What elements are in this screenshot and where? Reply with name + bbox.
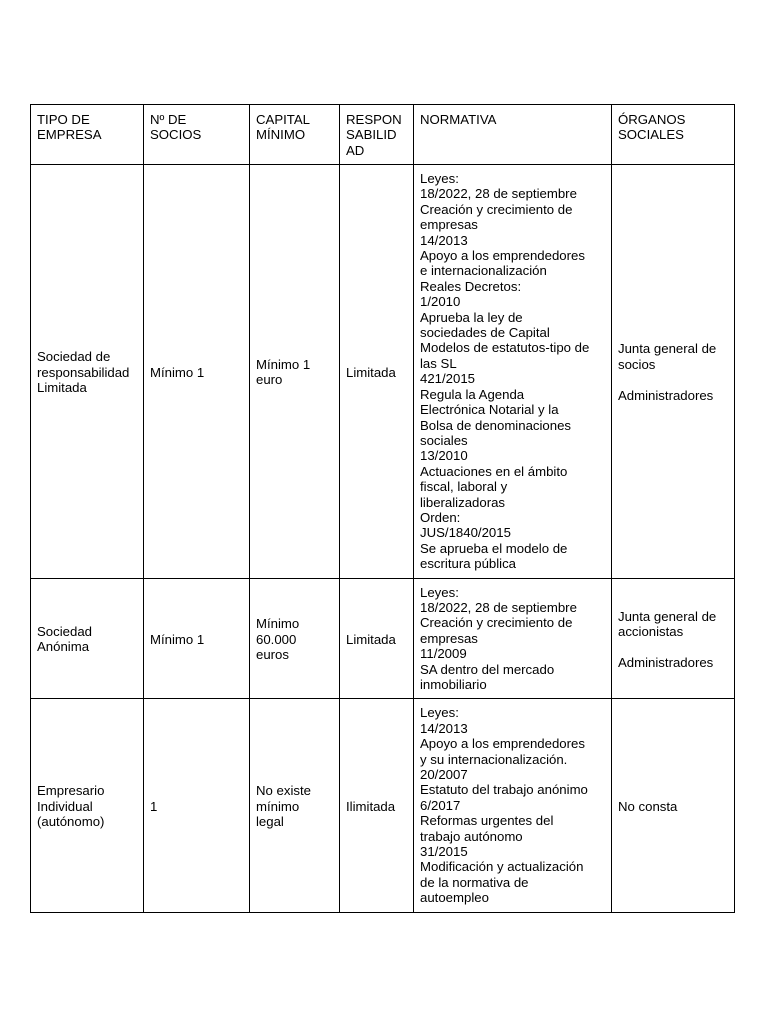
cell-responsabilidad <box>340 699 414 912</box>
cell-line: Administradores <box>618 654 714 670</box>
cell-line: 18/2022, 28 de septiembre <box>420 599 577 615</box>
header-tipo-empresa <box>31 105 144 165</box>
cell-line: 31/2015 <box>420 844 468 860</box>
cell-line: empresas <box>420 217 478 233</box>
cell-responsabilidad <box>340 578 414 699</box>
cell-line: legal <box>256 814 284 830</box>
cell-line: No consta <box>618 798 678 814</box>
cell-line: No existe <box>256 783 311 799</box>
cell-line: Modelos de estatutos-tipo de <box>420 340 590 356</box>
cell-line: empresas <box>420 630 478 646</box>
header-line: TIPO DE <box>37 112 90 127</box>
cell-line: euro <box>256 372 283 388</box>
cell-line: escritura pública <box>420 556 517 572</box>
cell-organos-sociales <box>612 165 735 579</box>
cell-line: Se aprueba el modelo de <box>420 540 568 556</box>
cell-line: 1 <box>150 798 158 814</box>
cell-line: (autónomo) <box>37 814 105 830</box>
header-line: AD <box>346 142 365 158</box>
cell-capital-minimo <box>250 165 340 579</box>
cell-line: Mínimo 1 <box>256 356 311 372</box>
header-line: NORMATIVA <box>420 112 497 127</box>
cell-normativa <box>414 578 612 699</box>
cell-line: Estatuto del trabajo anónimo <box>420 782 588 798</box>
cell-normativa <box>414 165 612 579</box>
cell-line: Limitada <box>37 379 87 395</box>
cell-line: euros <box>256 647 289 663</box>
cell-line: Actuaciones en el ámbito <box>420 463 568 479</box>
cell-line: Junta general de <box>618 608 717 624</box>
cell-tipo-empresa <box>31 699 144 912</box>
header-responsabilidad <box>340 105 414 165</box>
cell-line: socios <box>618 356 656 372</box>
header-line: SABILID <box>346 127 397 143</box>
cell-line: 18/2022, 28 de septiembre <box>420 186 577 202</box>
header-line: ÓRGANOS <box>618 112 686 127</box>
cell-line: liberalizadoras <box>420 494 506 510</box>
cell-line: 14/2013 <box>420 232 468 248</box>
cell-line: 13/2010 <box>420 448 468 464</box>
header-line: SOCIALES <box>618 127 684 143</box>
cell-line: inmobiliario <box>420 677 487 692</box>
cell-num-socios <box>144 578 250 699</box>
header-capital-minimo <box>250 105 340 165</box>
cell-line: Limitada <box>346 364 396 380</box>
table-row <box>31 578 735 699</box>
cell-organos-sociales <box>612 578 735 699</box>
cell-line: Mínimo <box>256 616 300 632</box>
blank-line <box>618 639 728 654</box>
cell-line: 6/2017 <box>420 797 461 813</box>
cell-line: Electrónica Notarial y la <box>420 402 559 418</box>
cell-num-socios <box>144 165 250 579</box>
header-line: EMPRESA <box>37 127 102 143</box>
cell-line: Reales Decretos: <box>420 278 522 294</box>
cell-line: 14/2013 <box>420 720 468 736</box>
cell-line: Creación y crecimiento de <box>420 615 573 631</box>
header-line: Nº DE <box>150 112 187 127</box>
cell-line: e internacionalización <box>420 263 547 279</box>
table-body <box>31 165 735 913</box>
cell-line: Sociedad <box>37 624 92 640</box>
cell-line: Orden: <box>420 509 461 525</box>
cell-line: 421/2015 <box>420 371 476 387</box>
cell-line: Leyes: <box>420 584 459 600</box>
cell-line: mínimo <box>256 798 300 814</box>
cell-line: Reformas urgentes del <box>420 813 554 829</box>
cell-line: las SL <box>420 355 457 371</box>
cell-line: Individual <box>37 798 93 814</box>
cell-num-socios <box>144 699 250 912</box>
cell-normativa <box>414 699 612 912</box>
cell-tipo-empresa <box>31 165 144 579</box>
header-normativa <box>414 105 612 165</box>
cell-line: Creación y crecimiento de <box>420 201 573 217</box>
cell-responsabilidad <box>340 165 414 579</box>
cell-line: sociedades de Capital <box>420 325 550 341</box>
cell-line: Mínimo 1 <box>150 364 205 380</box>
table-row <box>31 165 735 579</box>
cell-organos-sociales <box>612 699 735 912</box>
cell-line: 11/2009 <box>420 646 467 662</box>
cell-line: Leyes: <box>420 171 459 186</box>
cell-line: Ilimitada <box>346 798 396 814</box>
cell-line: Bolsa de denominaciones <box>420 417 572 433</box>
cell-line: Aprueba la ley de <box>420 309 523 325</box>
company-types-table <box>30 104 735 913</box>
cell-line: Apoyo a los emprendedores <box>420 248 585 264</box>
header-line: SOCIOS <box>150 127 202 143</box>
cell-line: y su internacionalización. <box>420 751 568 767</box>
cell-line: Regula la Agenda <box>420 386 525 402</box>
cell-capital-minimo <box>250 699 340 912</box>
header-organos-sociales <box>612 105 735 165</box>
cell-capital-minimo <box>250 578 340 699</box>
header-line: RESPON <box>346 112 402 127</box>
blank-line <box>618 372 728 387</box>
table-header-row <box>31 105 735 165</box>
cell-line: Sociedad de <box>37 349 111 365</box>
cell-line: Mínimo 1 <box>150 631 205 647</box>
cell-line: JUS/1840/2015 <box>420 525 511 541</box>
cell-line: Limitada <box>346 631 396 647</box>
cell-line: Apoyo a los emprendedores <box>420 736 585 752</box>
cell-line: fiscal, laboral y <box>420 479 508 495</box>
header-num-socios <box>144 105 250 165</box>
cell-line: accionistas <box>618 624 684 640</box>
header-line: CAPITAL <box>256 112 310 127</box>
header-line: MÍNIMO <box>256 127 306 143</box>
cell-line: 60.000 <box>256 631 297 647</box>
cell-line: 20/2007 <box>420 767 468 783</box>
cell-line: 1/2010 <box>420 294 461 310</box>
cell-line: sociales <box>420 432 468 448</box>
cell-line: trabajo autónomo <box>420 828 523 844</box>
cell-line: Modificación y actualización <box>420 859 584 875</box>
cell-line: responsabilidad <box>37 364 130 380</box>
cell-line: Administradores <box>618 387 714 403</box>
table-row <box>31 699 735 912</box>
cell-line: Junta general de <box>618 341 717 357</box>
cell-line: Empresario <box>37 783 105 799</box>
cell-line: SA dentro del mercado <box>420 661 555 677</box>
cell-tipo-empresa <box>31 578 144 699</box>
cell-line: autoempleo <box>420 890 489 906</box>
cell-line: Leyes: <box>420 705 459 721</box>
cell-line: de la normativa de <box>420 874 529 890</box>
cell-line: Anónima <box>37 639 90 655</box>
